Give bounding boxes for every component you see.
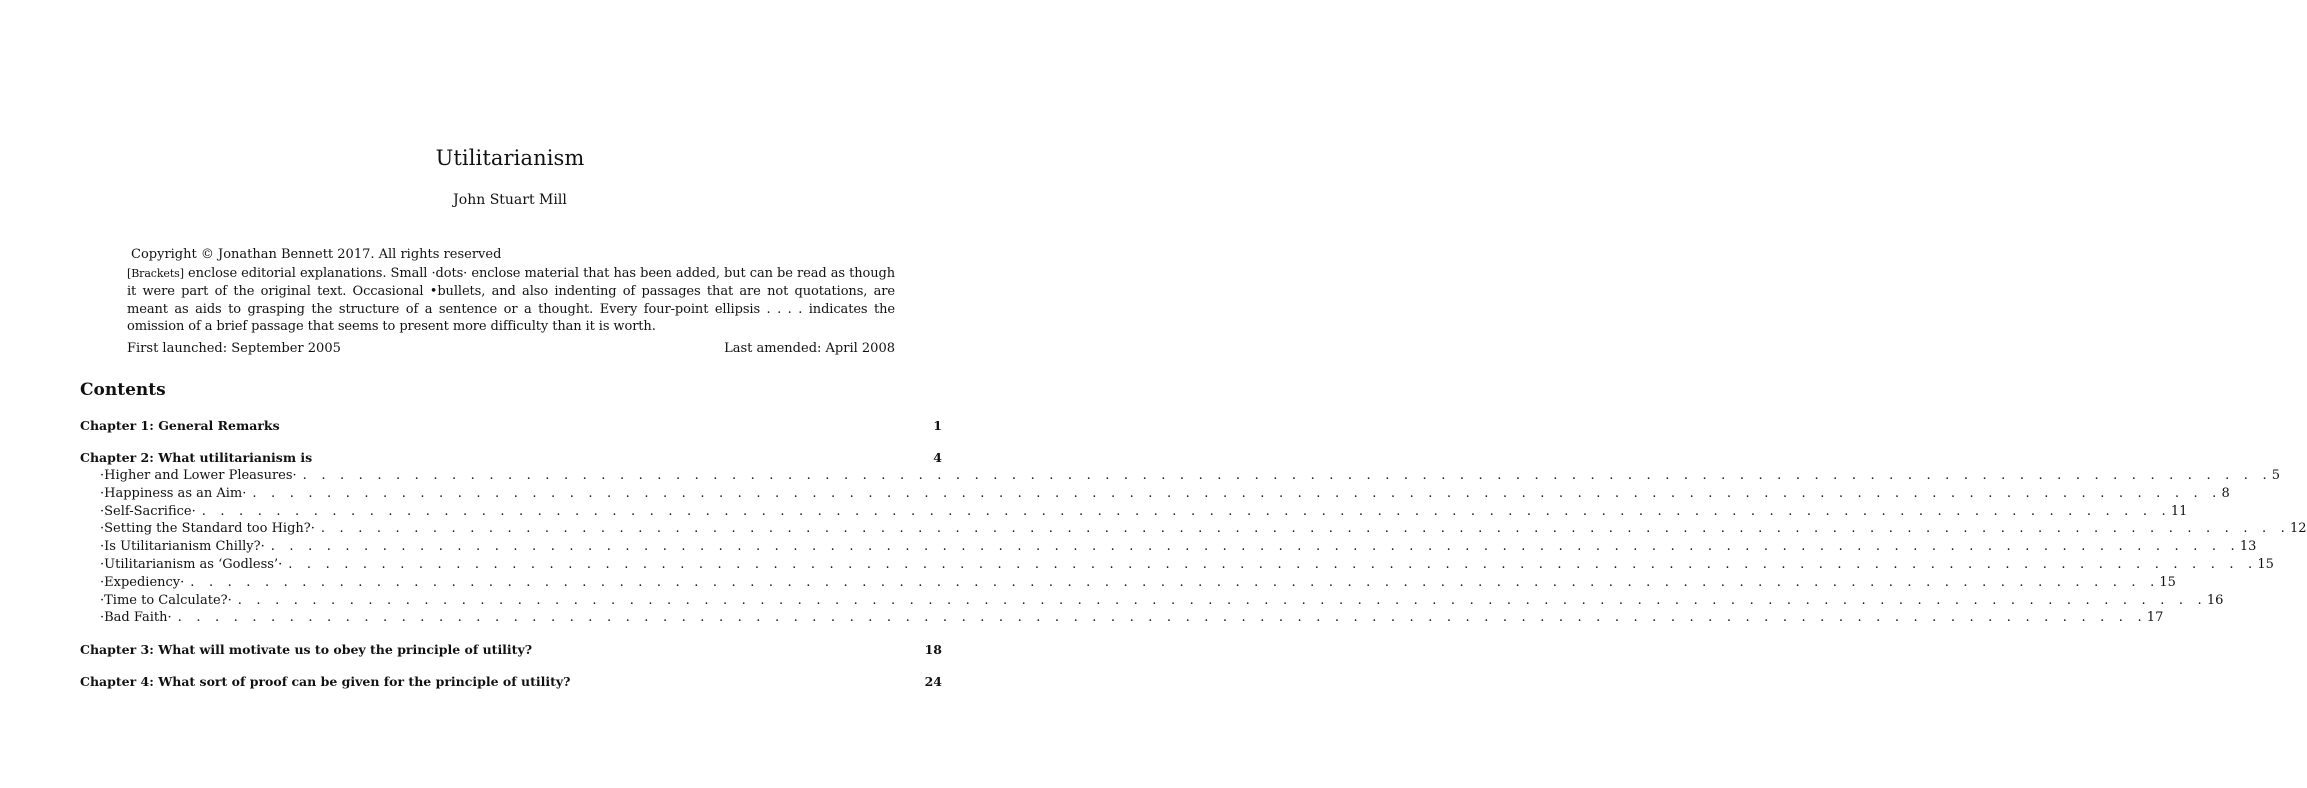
section-title: ·Higher and Lower Pleasures· xyxy=(100,468,297,483)
chapter-title: Chapter 2: What utilitarianism is xyxy=(80,450,313,465)
section-title: ·Time to Calculate?· xyxy=(100,592,232,608)
section-title: ·Self-Sacrifice· xyxy=(100,503,196,519)
toc-chapter-4[interactable] xyxy=(80,673,942,691)
section-page: 5 xyxy=(2271,468,2281,483)
section-title: ·Happiness as an Aim· xyxy=(100,485,247,501)
dot-leader: . . . . . . . . . . . . . . . . . . . . . . . . . . . . . . . . . . . . . . . . . . . . . . . . . . . . . . . . . . . . . . . . . . . . . . . . . . . . . . . . . . . . . . . . . . . . . . . . . . . . . . . . . . xyxy=(320,521,2291,537)
toc-section[interactable] xyxy=(80,538,2257,556)
section-title: ·Setting the Standard too High?· xyxy=(100,521,315,537)
toc-section[interactable] xyxy=(80,609,2164,627)
document-author: John Stuart Mill xyxy=(453,192,567,208)
toc-section[interactable] xyxy=(80,592,2224,610)
chapter-title: Chapter 1: General Remarks xyxy=(80,418,280,433)
toc-section[interactable] xyxy=(80,556,2274,574)
section-page: 16 xyxy=(2206,592,2224,608)
section-title: ·Utilitarianism as ‘Godless’· xyxy=(100,556,283,572)
section-page: 17 xyxy=(2146,610,2164,626)
brackets-word: [Brackets] xyxy=(127,267,184,280)
dot-leader: . . . . . . . . . . . . . . . . . . . . . . . . . . . . . . . . . . . . . . . . . . . . . . . . . . . . . . . . . . . . . . . . . . . . . . . . . . . . . . . . . . . . . . . . . . . . . . . . . . . . . . . . . . xyxy=(252,485,2222,501)
toc-chapter-3[interactable] xyxy=(80,641,942,659)
document-title: Utilitarianism xyxy=(435,146,585,170)
editorial-notice xyxy=(127,246,895,358)
toc-section[interactable] xyxy=(80,485,2230,503)
toc-chapter-1[interactable] xyxy=(80,417,942,435)
launch-dates xyxy=(127,340,895,358)
chapter-page: 18 xyxy=(924,642,942,658)
section-page: 15 xyxy=(2257,556,2274,572)
toc-chapter-2[interactable] xyxy=(80,449,942,467)
dot-leader: . . . . . . . . . . . . . . . . . . . . . . . . . . . . . . . . . . . . . . . . . . . . . . . . . . . . . . . . . . . . . . . . . . . . . . . . . . . . . . . . . . . . . . . . . . . . . . . . . . . . . . . . . . xyxy=(270,539,2240,555)
chapter-page: 1 xyxy=(933,418,942,433)
copyright-line: Copyright © Jonathan Bennett 2017. All rights reserved xyxy=(131,247,502,262)
toc-section[interactable] xyxy=(80,574,2176,592)
chapter-page: 24 xyxy=(924,674,942,690)
contents-heading: Contents xyxy=(80,380,166,400)
chapter-page: 4 xyxy=(933,450,942,465)
dot-leader: . . . . . . . . . . . . . . . . . . . . . . . . . . . . . . . . . . . . . . . . . . . . . . . . . . . . . . . . . . . . . . . . . . . . . . . . . . . . . . . . . . . . . . . . . . . . . . . . . . . . . . . . . . xyxy=(302,468,2272,483)
dot-leader: . . . . . . . . . . . . . . . . . . . . . . . . . . . . . . . . . . . . . . . . . . . . . . . . . . . . . . . . . . . . . . . . . . . . . . . . . . . . . . . . . . . . . . . . . . . . . . . . . . . . . . . . . . xyxy=(237,592,2207,608)
section-title: ·Expediency· xyxy=(100,574,185,590)
chapter-title: Chapter 3: What will motivate us to obey the principle of utility? xyxy=(80,642,533,658)
section-page: 12 xyxy=(2290,521,2307,537)
section-title: ·Is Utilitarianism Chilly?· xyxy=(100,539,265,555)
section-page: 13 xyxy=(2239,539,2257,555)
chapter-title: Chapter 4: What sort of proof can be given for the principle of utility? xyxy=(80,674,571,690)
toc-section[interactable] xyxy=(80,520,2307,538)
toc-section[interactable] xyxy=(80,503,2188,521)
first-launched: First launched: September 2005 xyxy=(127,341,341,357)
toc-section[interactable] xyxy=(80,467,2281,485)
table-of-contents xyxy=(80,417,2307,691)
dot-leader: . . . . . . . . . . . . . . . . . . . . . . . . . . . . . . . . . . . . . . . . . . . . . . . . . . . . . . . . . . . . . . . . . . . . . . . . . . . . . . . . . . . . . . . . . . . . . . . . . . . . . . . . . . xyxy=(201,503,2171,519)
dot-leader: . . . . . . . . . . . . . . . . . . . . . . . . . . . . . . . . . . . . . . . . . . . . . . . . . . . . . . . . . . . . . . . . . . . . . . . . . . . . . . . . . . . . . . . . . . . . . . . . . . . . . . . . . . xyxy=(190,574,2160,590)
editorial-explanation xyxy=(127,265,895,336)
explanation-text: enclose editorial explanations. Small ·dots· enclose material that has been added, but can be read as though it were part of the original text. Occasional •bullets, and also indenting of passages that are not quotations, are meant as aids to grasping the structure of a sentence or a thought. Every four-point ellipsis . . . . indicates the omission of a brief passage that seems to present more difficulty than it is worth. xyxy=(127,266,895,335)
last-amended: Last amended: April 2008 xyxy=(724,341,895,357)
section-page: 8 xyxy=(2221,485,2230,501)
section-title: ·Bad Faith· xyxy=(100,610,172,626)
dot-leader: . . . . . . . . . . . . . . . . . . . . . . . . . . . . . . . . . . . . . . . . . . . . . . . . . . . . . . . . . . . . . . . . . . . . . . . . . . . . . . . . . . . . . . . . . . . . . . . . . . . . . . . . . . xyxy=(288,556,2258,572)
dot-leader: . . . . . . . . . . . . . . . . . . . . . . . . . . . . . . . . . . . . . . . . . . . . . . . . . . . . . . . . . . . . . . . . . . . . . . . . . . . . . . . . . . . . . . . . . . . . . . . . . . . . . . . . . . xyxy=(177,610,2147,626)
section-page: 11 xyxy=(2170,503,2188,519)
section-page: 15 xyxy=(2159,574,2176,590)
